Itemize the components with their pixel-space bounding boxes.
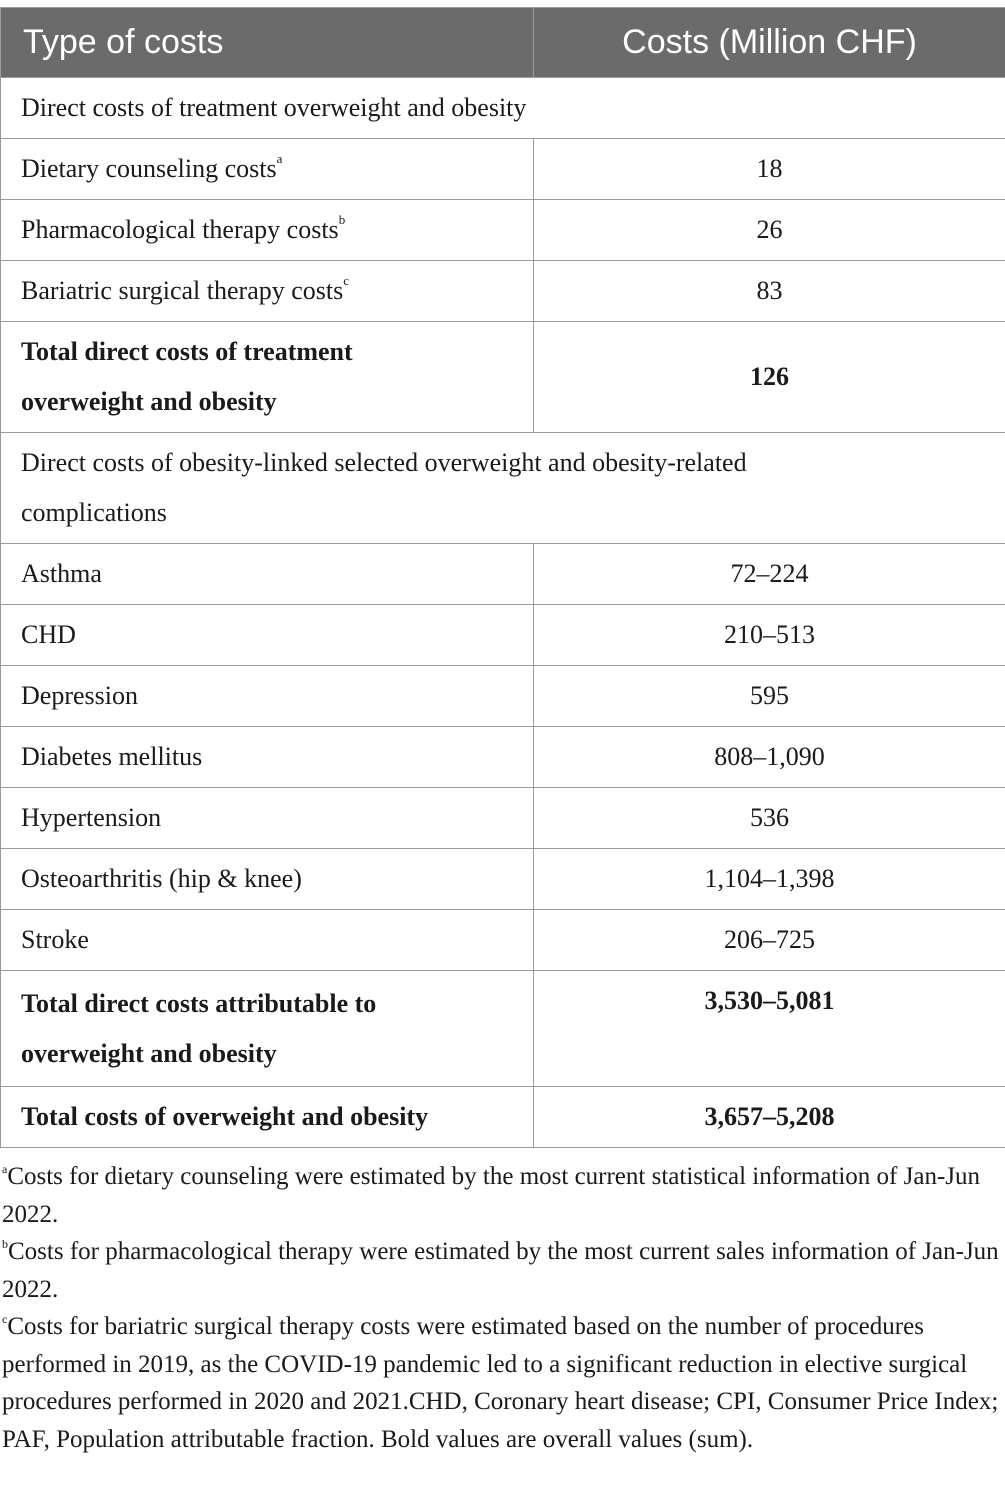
table-row [1, 788, 1005, 849]
total-costs-value: 3,657–5,208 [534, 1087, 1005, 1148]
table-row [1, 261, 1005, 322]
section-row [1, 78, 1005, 139]
header-type-of-costs: Type of costs [1, 8, 534, 78]
table-row [1, 666, 1005, 727]
row-value: 18 [534, 139, 1005, 200]
row-value: 536 [534, 788, 1005, 849]
section-row [1, 433, 1005, 544]
section-title-complications: Direct costs of obesity-linked selected overweight and obesity-related complications [1, 433, 1005, 544]
row-label: Osteoarthritis (hip & knee) [1, 849, 534, 910]
row-label: Hypertension [1, 788, 534, 849]
total-row [1, 1087, 1005, 1148]
row-value: 595 [534, 666, 1005, 727]
footnotes [2, 1158, 1002, 1458]
row-value: 72–224 [534, 544, 1005, 605]
header-costs: Costs (Million CHF) [534, 8, 1005, 78]
total-attributable-value: 3,530–5,081 [534, 971, 1005, 1087]
row-label: Pharmacological therapy costs$^b$ [1, 200, 534, 261]
table-row [1, 544, 1005, 605]
total-row [1, 322, 1005, 433]
row-label: Stroke [1, 910, 534, 971]
total-attributable-label: Total direct costs attributable to overweight and obesity [1, 971, 534, 1087]
row-label: Dietary counseling costs$^a$ [1, 139, 534, 200]
section-title-treatment: Direct costs of treatment overweight and obesity [1, 78, 1005, 139]
costs-table [0, 7, 1005, 1148]
row-label: CHD [1, 605, 534, 666]
table-row [1, 200, 1005, 261]
footnote: $^b$Costs for pharmacological therapy were estimated by the most current sales information of Jan-Jun 2022. [2, 1236, 999, 1303]
table-row [1, 727, 1005, 788]
footnote: $^c$Costs for bariatric surgical therapy costs were estimated based on the number of procedures performed in 2019, as the COVID-19 pandemic led to a significant reduction in elective surgical procedures performed in 2020 and 2021.CHD, Coronary heart disease; CPI, Consumer Price Index; PAF, Population attributable fraction. Bold values are overall values (sum). [2, 1311, 999, 1453]
row-value: 83 [534, 261, 1005, 322]
row-value: 26 [534, 200, 1005, 261]
table-header-row [1, 8, 1005, 78]
table-row [1, 910, 1005, 971]
total-treatment-label: Total direct costs of treatment overweight and obesity [1, 322, 534, 433]
table-row [1, 605, 1005, 666]
table-row [1, 849, 1005, 910]
row-value: 206–725 [534, 910, 1005, 971]
footnote: $^a$Costs for dietary counseling were estimated by the most current statistical information of Jan-Jun 2022. [2, 1161, 981, 1228]
row-value: 808–1,090 [534, 727, 1005, 788]
total-costs-label: Total costs of overweight and obesity [1, 1087, 534, 1148]
row-value: 1,104–1,398 [534, 849, 1005, 910]
row-value: 210–513 [534, 605, 1005, 666]
row-label: Diabetes mellitus [1, 727, 534, 788]
total-row [1, 971, 1005, 1087]
row-label: Bariatric surgical therapy costs$^c$ [1, 261, 534, 322]
row-label: Depression [1, 666, 534, 727]
total-treatment-value: 126 [534, 322, 1005, 433]
table-row [1, 139, 1005, 200]
row-label: Asthma [1, 544, 534, 605]
